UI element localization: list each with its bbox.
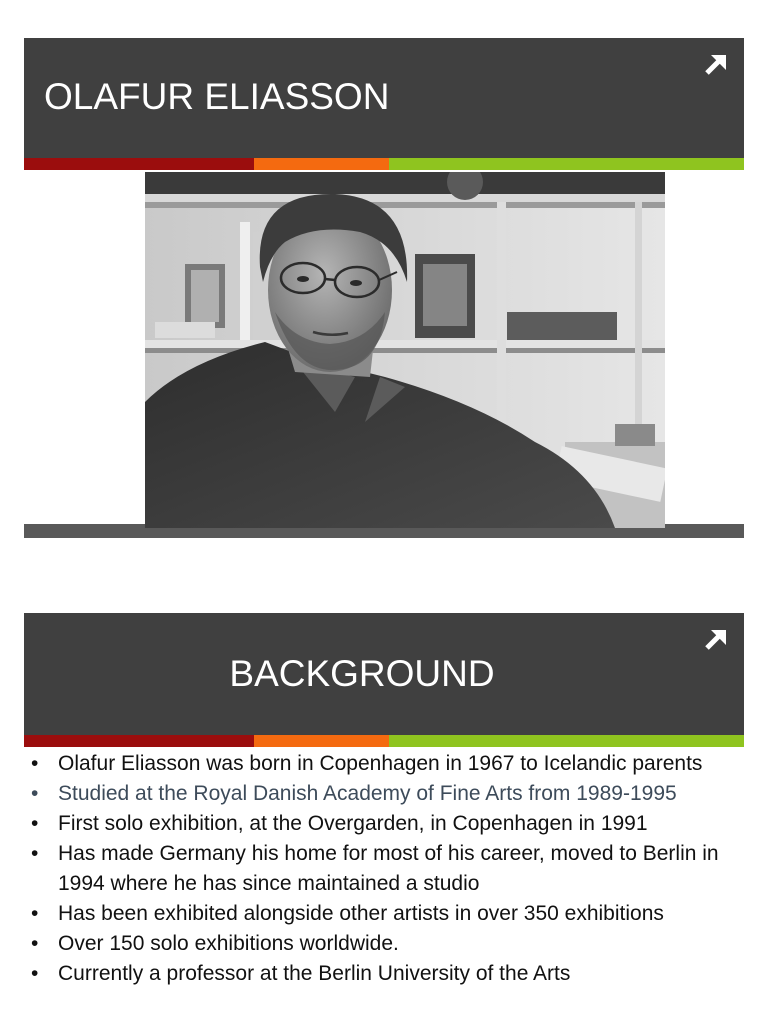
title-bar — [24, 613, 744, 735]
list-item: • Studied at the Royal Danish Academy of Fine Arts from 1989-1995 — [24, 779, 744, 809]
bullet-icon: • — [31, 842, 39, 865]
bullet-icon: • — [31, 962, 39, 985]
bullet-icon: • — [31, 902, 39, 925]
list-item: • Has made Germany his home for most of his career, moved to Berlin in 1994 where he has since maintained a studio — [24, 839, 744, 899]
slide-title-text: OLAFUR ELIASSON — [44, 76, 390, 117]
arrow-up-right-icon — [700, 50, 730, 80]
portrait-photo — [145, 172, 665, 528]
list-item: • Currently a professor at the Berlin University of the Arts — [24, 959, 744, 989]
slide-title — [24, 38, 744, 538]
slide-title-text: BACKGROUND — [229, 653, 495, 694]
arrow-up-right-icon — [700, 625, 730, 655]
slide-background — [24, 613, 744, 1024]
list-item: • First solo exhibition, at the Overgarden, in Copenhagen in 1991 — [24, 809, 744, 839]
bullet-icon: • — [31, 932, 39, 955]
accent-stripe — [24, 158, 744, 170]
list-item: • Olafur Eliasson was born in Copenhagen in 1967 to Icelandic parents — [24, 749, 744, 779]
bullet-icon: • — [31, 812, 39, 835]
accent-stripe — [24, 735, 744, 747]
bullet-list — [24, 749, 744, 989]
bullet-icon: • — [31, 752, 39, 775]
list-item: • Over 150 solo exhibitions worldwide. — [24, 929, 744, 959]
list-item: • Has been exhibited alongside other artists in over 350 exhibitions — [24, 899, 744, 929]
title-bar — [24, 38, 744, 158]
bullet-icon: • — [31, 782, 39, 805]
